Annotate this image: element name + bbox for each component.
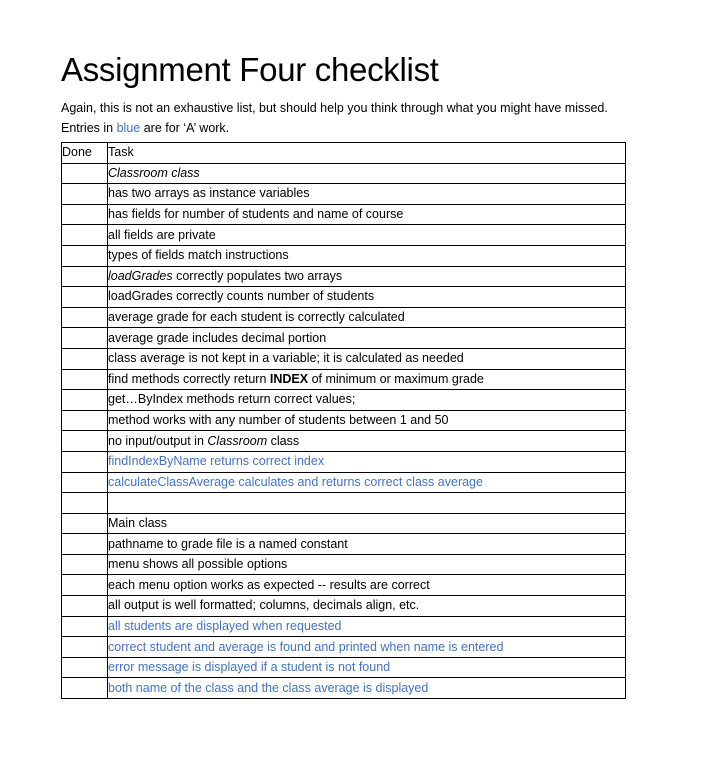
- done-cell[interactable]: [62, 451, 108, 472]
- table-row: [62, 287, 626, 308]
- table-row: [62, 245, 626, 266]
- done-cell[interactable]: [62, 472, 108, 493]
- task-text-a-work: error message is displayed if a student is not found: [108, 657, 626, 678]
- task-text: [108, 266, 626, 287]
- find-after: of minimum or maximum grade: [311, 371, 484, 386]
- table-row: [62, 616, 626, 637]
- task-text: average grade includes decimal portion: [108, 328, 626, 349]
- load-grades-rest: correctly populates two arrays: [176, 268, 343, 283]
- done-cell[interactable]: [62, 534, 108, 555]
- done-cell[interactable]: [62, 287, 108, 308]
- table-row: [62, 451, 626, 472]
- task-text-a-work: calculateClassAverage calculates and returns correct class average: [108, 472, 626, 493]
- task-text-a-work: findIndexByName returns correct index: [108, 451, 626, 472]
- done-cell[interactable]: [62, 410, 108, 431]
- intro-line-1: Again, this is not an exhaustive list, but should help you think through what you might have missed.: [61, 101, 608, 115]
- task-text: all fields are private: [108, 225, 626, 246]
- table-row: [62, 657, 626, 678]
- table-row: [62, 225, 626, 246]
- done-cell[interactable]: [62, 163, 108, 184]
- header-row: [62, 143, 626, 164]
- task-text: method works with any number of students between 1 and 50: [108, 410, 626, 431]
- done-cell[interactable]: [62, 369, 108, 390]
- task-text-a-work: correct student and average is found and printed when name is entered: [108, 637, 626, 658]
- table-row: [62, 184, 626, 205]
- section-row-main: [62, 513, 626, 534]
- table-row: [62, 410, 626, 431]
- done-cell[interactable]: [62, 575, 108, 596]
- table-row: [62, 596, 626, 617]
- page-title: Assignment Four checklist: [61, 51, 439, 88]
- noio-italic: Classroom: [207, 433, 268, 448]
- table-row: [62, 472, 626, 493]
- intro-suffix: are for ‘A’ work.: [143, 121, 230, 135]
- table-row: [62, 348, 626, 369]
- done-cell[interactable]: [62, 431, 108, 452]
- task-text: [108, 369, 626, 390]
- table-row: [62, 204, 626, 225]
- intro-prefix: Entries in: [61, 121, 114, 135]
- section-row-classroom: [62, 163, 626, 184]
- done-cell[interactable]: [62, 616, 108, 637]
- done-cell[interactable]: [62, 245, 108, 266]
- table-row: [62, 390, 626, 411]
- task-text: all output is well formatted; columns, decimals align, etc.: [108, 596, 626, 617]
- main-heading: Main class: [108, 513, 626, 534]
- task-text: types of fields match instructions: [108, 245, 626, 266]
- classroom-heading: Classroom class: [108, 163, 626, 184]
- intro: [61, 98, 661, 138]
- document-page: [61, 50, 661, 138]
- task-text-a-work: both name of the class and the class average is displayed: [108, 678, 626, 699]
- task-text: has two arrays as instance variables: [108, 184, 626, 205]
- table-row: [62, 328, 626, 349]
- table-row: [62, 554, 626, 575]
- task-text: class average is not kept in a variable; it is calculated as needed: [108, 348, 626, 369]
- done-cell[interactable]: [62, 266, 108, 287]
- intro-line-2: [61, 118, 661, 138]
- task-text: has fields for number of students and name of course: [108, 204, 626, 225]
- task-text: each menu option works as expected -- results are correct: [108, 575, 626, 596]
- done-cell[interactable]: [62, 637, 108, 658]
- done-cell[interactable]: [62, 225, 108, 246]
- empty-row: [62, 493, 626, 514]
- done-cell[interactable]: [62, 390, 108, 411]
- table-row: [62, 575, 626, 596]
- done-cell[interactable]: [62, 678, 108, 699]
- done-cell[interactable]: [62, 513, 108, 534]
- find-before: find methods correctly return: [108, 371, 267, 386]
- table-row: [62, 266, 626, 287]
- task-text: get…ByIndex methods return correct values;: [108, 390, 626, 411]
- table-row: [62, 678, 626, 699]
- noio-after: class: [270, 433, 300, 448]
- done-cell[interactable]: [62, 328, 108, 349]
- done-cell[interactable]: [62, 348, 108, 369]
- table-row: [62, 431, 626, 452]
- table-row: [62, 369, 626, 390]
- checklist-table: [61, 142, 626, 699]
- noio-before: no input/output in: [108, 433, 204, 448]
- empty-task-cell: [108, 493, 626, 514]
- load-grades-italic: loadGrades: [108, 268, 173, 283]
- task-text: menu shows all possible options: [108, 554, 626, 575]
- done-cell[interactable]: [62, 596, 108, 617]
- task-text: [108, 431, 626, 452]
- table-row: [62, 637, 626, 658]
- done-header: Done: [62, 143, 108, 164]
- find-bold: INDEX: [269, 371, 309, 386]
- done-cell[interactable]: [62, 493, 108, 514]
- done-cell[interactable]: [62, 307, 108, 328]
- table-row: [62, 534, 626, 555]
- task-header: Task: [108, 143, 626, 164]
- intro-blue-word: blue: [116, 121, 141, 135]
- done-cell[interactable]: [62, 184, 108, 205]
- task-text: average grade for each student is correctly calculated: [108, 307, 626, 328]
- done-cell[interactable]: [62, 554, 108, 575]
- done-cell[interactable]: [62, 657, 108, 678]
- task-text: loadGrades correctly counts number of students: [108, 287, 626, 308]
- done-cell[interactable]: [62, 204, 108, 225]
- task-text-a-work: all students are displayed when requested: [108, 616, 626, 637]
- task-text: pathname to grade file is a named constant: [108, 534, 626, 555]
- table-row: [62, 307, 626, 328]
